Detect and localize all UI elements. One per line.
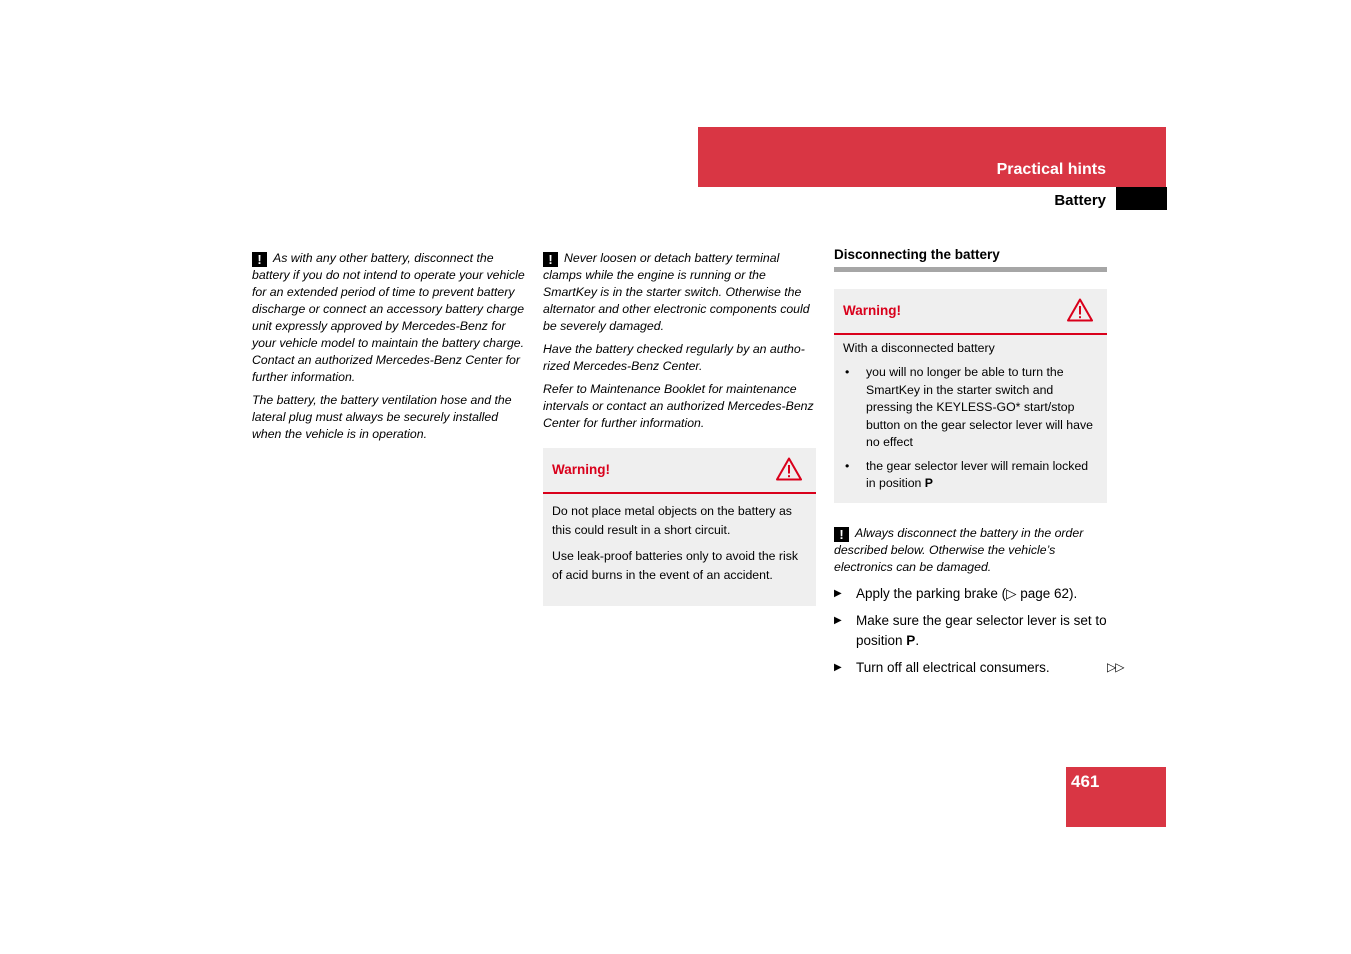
note-paragraph: The battery, the battery ventilation hose and the lateral plug must always be securely installed when the vehicle is in operation.	[252, 393, 512, 441]
warning-intro: With a disconnected battery	[843, 341, 995, 355]
page-number: 461	[1071, 772, 1100, 791]
bullet-icon: •	[845, 365, 850, 379]
bullet-icon: •	[845, 458, 850, 473]
warning-text: Use leak-proof batteries only to avoid the risk of acid burns in the event of an accident.	[552, 549, 799, 582]
triangle-right-icon: ▶	[834, 588, 842, 599]
column-left	[252, 250, 527, 449]
note-paragraph: Refer to Maintenance Booklet for maintenance intervals or contact an authorized Mercedes-Benz Center for further information.	[543, 382, 814, 430]
warning-body	[543, 494, 816, 600]
warning-header	[543, 448, 816, 494]
exclamation-icon: !	[543, 252, 558, 267]
list-item: ▶ Make sure the gear selector lever is set to position P.	[834, 613, 1107, 648]
warning-box	[834, 289, 1107, 503]
note-paragraph: Have the battery checked regularly by an authorized Mercedes-Benz Center.	[543, 342, 805, 373]
note-paragraph	[252, 250, 527, 386]
section-tab-marker	[1116, 187, 1167, 210]
subsection-title: Battery	[1054, 192, 1106, 209]
step-list	[834, 584, 1109, 685]
list-item: ▶ Apply the parking brake (▷ page 62).	[834, 584, 1109, 604]
section-title: Practical hints	[996, 161, 1106, 178]
note-text: As with any other battery, disconnect the battery if you do not intend to operate your vehicle for an extended period of time to prevent battery discharge or connect an accessory battery charge unit expressly approved by Mercedes-Benz for your vehicle model to maintain the battery charge. Contact an authorized Mercedes-Benz Center for further information.	[252, 251, 525, 384]
warning-box	[543, 448, 816, 606]
list-item: ▶ Turn off all electrical consumers.	[834, 658, 1109, 678]
warning-header	[834, 289, 1107, 335]
column-middle	[543, 250, 817, 438]
warning-triangle-icon	[1067, 298, 1093, 322]
exclamation-icon: !	[252, 252, 267, 267]
warning-triangle-icon	[776, 457, 802, 481]
note-paragraph	[543, 250, 817, 335]
warning-text: Do not place metal objects on the battery as this could result in a short circuit.	[552, 504, 792, 537]
subsection-heading: Disconnecting the battery	[834, 246, 1107, 272]
note-text: Always disconnect the battery in the order described below. Otherwise the vehicle’s electronics can be damaged.	[834, 526, 1084, 574]
triangle-right-icon: ▶	[834, 662, 842, 673]
warning-label: Warning!	[843, 303, 901, 318]
warning-bullet-list	[843, 364, 1098, 493]
continue-icon: ▷▷	[1107, 660, 1124, 674]
warning-body	[834, 335, 1107, 507]
list-item: • the gear selector lever will remain locked in position P	[845, 458, 1089, 490]
triangle-right-icon: ▶	[834, 615, 842, 626]
list-item: • you will no longer be able to turn the SmartKey in the starter switch and pressing the KEYLESS-GO* start/stop button on the gear selector lever will have no effect	[845, 365, 1093, 449]
warning-label: Warning!	[552, 462, 610, 477]
column-right-note	[834, 525, 1109, 582]
note-text: Never loosen or detach battery terminal clamps while the engine is running or the SmartKey is in the starter switch. Otherwise the alternator and other electronic components could be severely damaged.	[543, 251, 810, 333]
note-paragraph	[834, 525, 1109, 576]
exclamation-icon: !	[834, 527, 849, 542]
